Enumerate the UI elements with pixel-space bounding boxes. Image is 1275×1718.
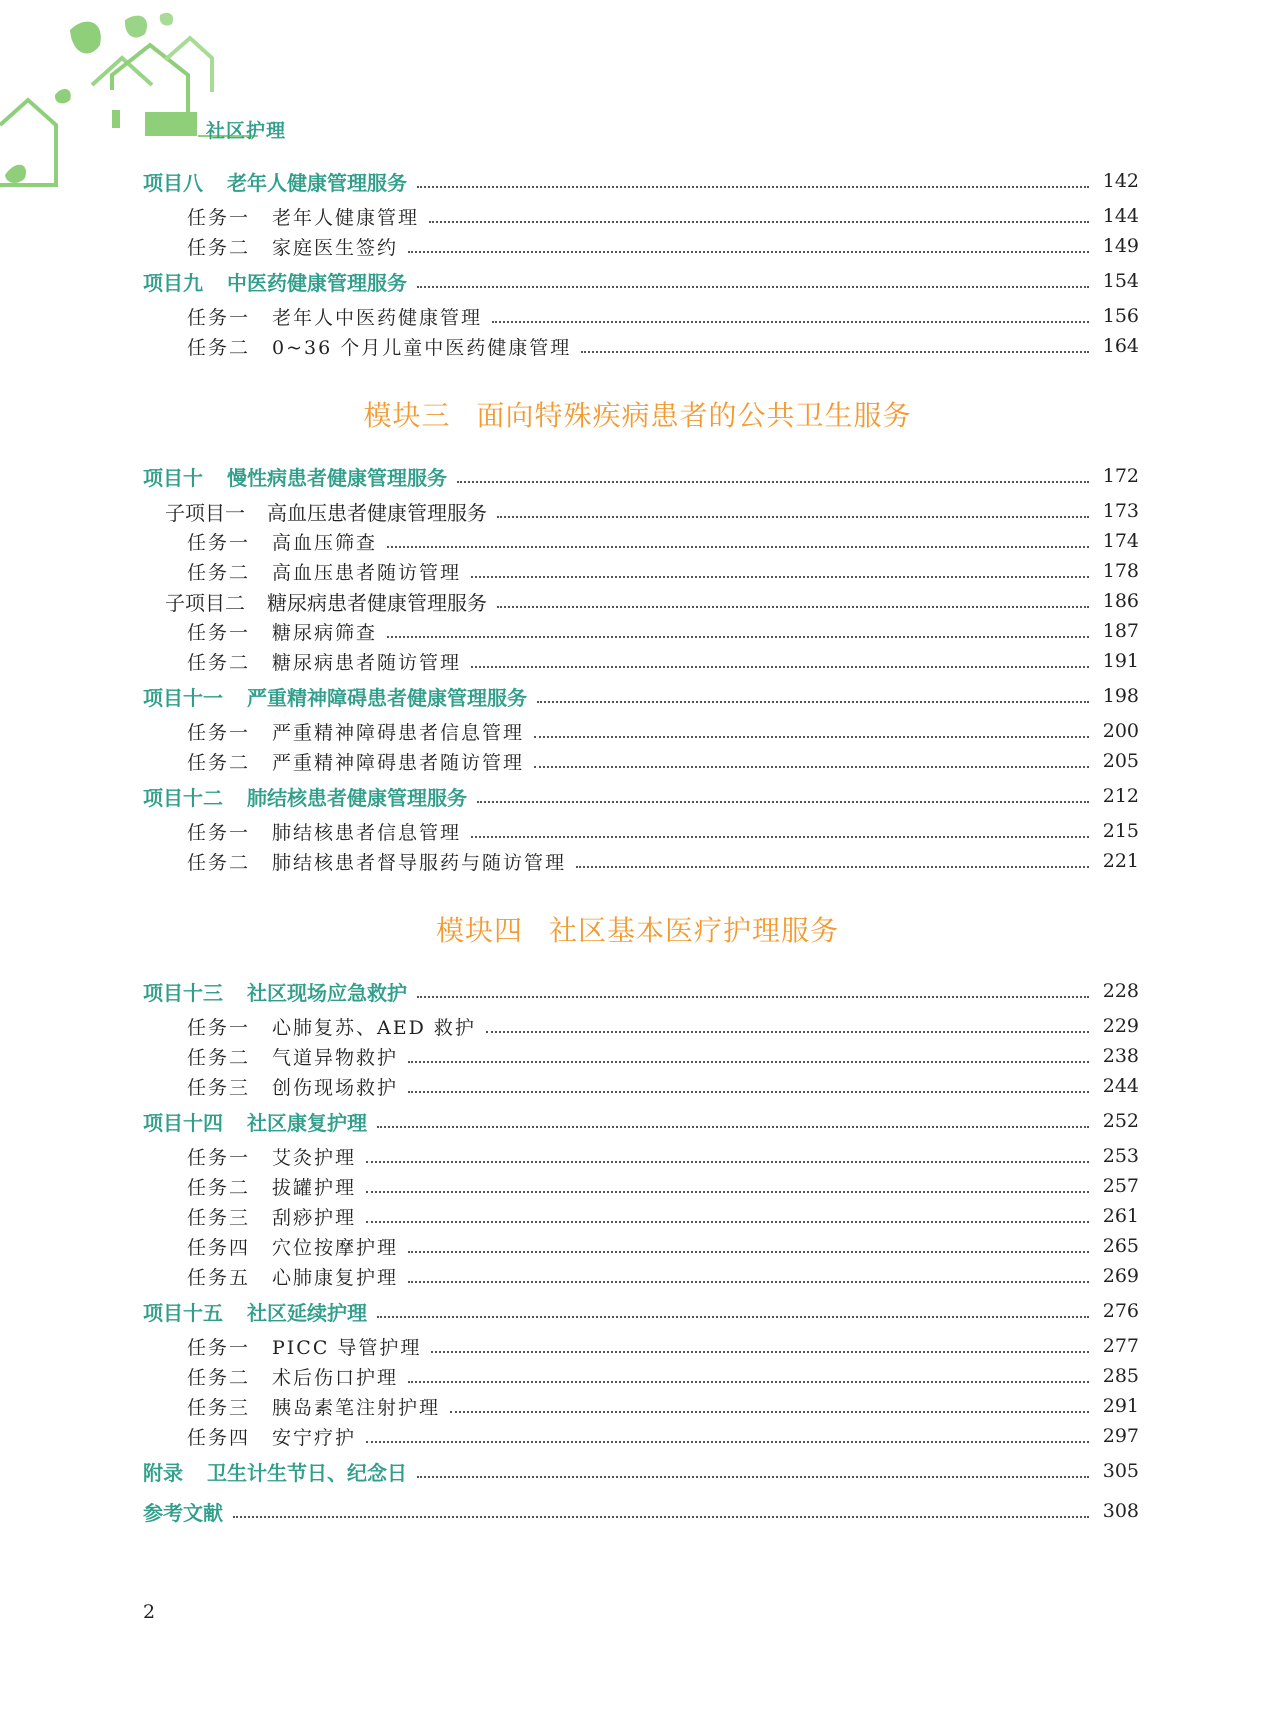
entry-title: 糖尿病筛查 [272, 621, 378, 644]
leaf-icon [70, 22, 101, 54]
dot-leader [576, 866, 1089, 868]
entry-number: 任务三 [187, 1206, 251, 1229]
entry-label [187, 848, 566, 875]
entry-title: 严重精神障碍患者信息管理 [272, 721, 525, 744]
toc-project-entry[interactable] [0, 681, 1275, 711]
entry-number: 任务一 [187, 1336, 251, 1359]
entry-number: 任务二 [187, 1366, 251, 1389]
entry-page-number: 265 [1102, 1235, 1139, 1257]
entry-label [187, 1393, 440, 1420]
entry-number: 项目十 [143, 465, 203, 490]
entry-label [187, 818, 461, 845]
toc-task-entry[interactable] [0, 616, 1275, 646]
dot-leader [417, 1476, 1089, 1478]
entry-number: 任务一 [187, 1146, 251, 1169]
toc-task-entry[interactable] [0, 331, 1275, 361]
entry-title: 慢性病患者健康管理服务 [227, 465, 447, 490]
entry-label [143, 1497, 223, 1526]
entry-label [187, 1073, 398, 1100]
dot-leader [471, 666, 1089, 668]
entry-title: 肺结核患者督导服药与随访管理 [272, 851, 567, 874]
toc-task-entry[interactable] [0, 1261, 1275, 1291]
entry-label [187, 233, 398, 260]
entry-number: 任务一 [187, 206, 251, 229]
entry-page-number: 198 [1102, 685, 1139, 707]
entry-label [165, 587, 487, 616]
entry-label [143, 1457, 407, 1486]
entry-label [187, 748, 524, 775]
entry-number: 任务一 [187, 621, 251, 644]
entry-number: 任务二 [187, 1046, 251, 1069]
toc-task-entry[interactable] [0, 231, 1275, 261]
entry-page-number: 215 [1102, 820, 1139, 842]
toc-task-entry[interactable] [0, 816, 1275, 846]
entry-number: 任务二 [187, 1176, 251, 1199]
entry-title: 气道异物救护 [272, 1046, 399, 1069]
entry-page-number: 174 [1102, 530, 1139, 552]
toc-task-entry[interactable] [0, 201, 1275, 231]
toc-subproject-entry[interactable] [0, 586, 1275, 616]
toc-task-entry[interactable] [0, 846, 1275, 876]
toc-task-entry[interactable] [0, 1201, 1275, 1231]
entry-title: PICC 导管护理 [272, 1336, 422, 1359]
entry-title: 肺结核患者健康管理服务 [247, 785, 467, 810]
entry-page-number: 173 [1102, 500, 1139, 522]
entry-number: 任务三 [187, 1076, 251, 1099]
entry-title: 拔罐护理 [272, 1176, 357, 1199]
module-number: 模块三 [363, 399, 451, 432]
entry-label [187, 1043, 398, 1070]
toc-project-entry[interactable] [0, 976, 1275, 1006]
entry-title: 社区现场应急救护 [247, 980, 407, 1005]
entry-page-number: 244 [1102, 1075, 1139, 1097]
toc-task-entry[interactable] [0, 1421, 1275, 1451]
entry-label [143, 782, 467, 811]
module-heading [0, 394, 1275, 434]
dot-leader [377, 1316, 1089, 1318]
entry-number: 项目十五 [143, 1300, 223, 1325]
entry-title: 糖尿病患者随访管理 [272, 651, 462, 674]
toc-project-entry[interactable] [0, 1496, 1275, 1526]
entry-page-number: 149 [1102, 235, 1139, 257]
dot-leader [387, 636, 1089, 638]
entry-title: 肺结核患者信息管理 [272, 821, 462, 844]
entry-page-number: 257 [1102, 1175, 1139, 1197]
entry-page-number: 186 [1102, 590, 1139, 612]
entry-number: 任务二 [187, 236, 251, 259]
entry-title: 严重精神障碍患者随访管理 [272, 751, 525, 774]
toc-task-entry[interactable] [0, 301, 1275, 331]
entry-label [143, 977, 407, 1006]
entry-number: 任务一 [187, 306, 251, 329]
entry-title: 高血压筛查 [272, 531, 378, 554]
dot-leader [366, 1441, 1089, 1443]
page-number: 2 [143, 1601, 156, 1623]
dot-leader [408, 1251, 1089, 1253]
entry-label [143, 267, 407, 296]
dot-leader [497, 606, 1089, 608]
entry-page-number: 191 [1102, 650, 1139, 672]
entry-label [187, 1203, 356, 1230]
entry-page-number: 269 [1102, 1265, 1139, 1287]
dot-leader [450, 1411, 1089, 1413]
entry-page-number: 205 [1102, 750, 1139, 772]
dot-leader [534, 766, 1089, 768]
toc-project-entry[interactable] [0, 1456, 1275, 1486]
dot-leader [366, 1221, 1089, 1223]
entry-label [187, 558, 461, 585]
entry-number: 任务四 [187, 1426, 251, 1449]
toc-task-entry[interactable] [0, 1141, 1275, 1171]
toc-project-entry[interactable] [0, 461, 1275, 491]
entry-label [187, 1143, 356, 1170]
entry-label [187, 1333, 421, 1360]
entry-title: 严重精神障碍患者健康管理服务 [247, 685, 527, 710]
entry-page-number: 172 [1102, 465, 1139, 487]
entry-title: 安宁疗护 [272, 1426, 357, 1449]
entry-label [187, 1423, 356, 1450]
dot-leader [492, 321, 1089, 323]
entry-title: 老年人中医药健康管理 [272, 306, 483, 329]
entry-page-number: 277 [1102, 1335, 1139, 1357]
dot-leader [408, 1091, 1089, 1093]
dot-leader [534, 736, 1089, 738]
entry-title: 糖尿病患者健康管理服务 [267, 590, 487, 615]
entry-label [187, 718, 524, 745]
entry-title: 胰岛素笔注射护理 [272, 1396, 441, 1419]
entry-number: 子项目二 [165, 590, 245, 615]
toc-project-entry[interactable] [0, 1296, 1275, 1326]
entry-page-number: 178 [1102, 560, 1139, 582]
entry-page-number: 142 [1102, 170, 1139, 192]
entry-title: 中医药健康管理服务 [227, 270, 407, 295]
entry-title: 高血压患者健康管理服务 [267, 500, 487, 525]
toc-subproject-entry[interactable] [0, 496, 1275, 526]
toc-task-entry[interactable] [0, 746, 1275, 776]
dot-leader [537, 701, 1089, 703]
book-title: 社区护理 [206, 120, 287, 142]
entry-page-number: 187 [1102, 620, 1139, 642]
entry-title: 社区康复护理 [247, 1110, 367, 1135]
entry-number: 附录 [143, 1460, 183, 1485]
entry-page-number: 212 [1102, 785, 1139, 807]
dot-leader [581, 351, 1089, 353]
entry-title: 艾灸护理 [272, 1146, 357, 1169]
entry-number: 任务一 [187, 721, 251, 744]
entry-number: 项目九 [143, 270, 203, 295]
dot-leader [387, 546, 1089, 548]
entry-title: 创伤现场救护 [272, 1076, 399, 1099]
dot-leader [366, 1191, 1089, 1193]
entry-page-number: 164 [1102, 335, 1139, 357]
entry-label [143, 682, 527, 711]
toc-task-entry[interactable] [0, 526, 1275, 556]
entry-page-number: 229 [1102, 1015, 1139, 1037]
entry-title: 心肺复苏、AED 救护 [272, 1016, 476, 1039]
entry-number: 任务二 [187, 651, 251, 674]
entry-label [187, 528, 377, 555]
entry-page-number: 238 [1102, 1045, 1139, 1067]
entry-page-number: 228 [1102, 980, 1139, 1002]
entry-title: 穴位按摩护理 [272, 1236, 399, 1259]
entry-label [187, 1263, 398, 1290]
entry-page-number: 285 [1102, 1365, 1139, 1387]
dot-leader [408, 1381, 1089, 1383]
dot-leader [417, 286, 1089, 288]
entry-page-number: 252 [1102, 1110, 1139, 1132]
toc-project-entry[interactable] [0, 781, 1275, 811]
dot-leader [366, 1161, 1089, 1163]
dot-leader [497, 516, 1089, 518]
entry-label [187, 1233, 398, 1260]
entry-number: 任务一 [187, 531, 251, 554]
toc-task-entry[interactable] [0, 1071, 1275, 1101]
entry-title: 家庭医生签约 [272, 236, 399, 259]
entry-title: 高血压患者随访管理 [272, 561, 462, 584]
entry-page-number: 297 [1102, 1425, 1139, 1447]
entry-title: 心肺康复护理 [272, 1266, 399, 1289]
entry-title: 卫生计生节日、纪念日 [207, 1460, 407, 1485]
toc-project-entry[interactable] [0, 266, 1275, 296]
entry-label [143, 1107, 367, 1136]
entry-number: 任务二 [187, 561, 251, 584]
entry-title: 老年人健康管理服务 [227, 170, 407, 195]
entry-page-number: 291 [1102, 1395, 1139, 1417]
entry-page-number: 305 [1102, 1460, 1139, 1482]
toc-task-entry[interactable] [0, 1361, 1275, 1391]
entry-label [187, 1363, 398, 1390]
entry-page-number: 156 [1102, 305, 1139, 327]
dot-leader [233, 1516, 1089, 1518]
toc-task-entry[interactable] [0, 646, 1275, 676]
entry-title: 老年人健康管理 [272, 206, 420, 229]
entry-number: 参考文献 [143, 1500, 223, 1525]
dot-leader [429, 221, 1089, 223]
entry-page-number: 221 [1102, 850, 1139, 872]
module-number: 模块四 [435, 914, 523, 947]
dot-leader [408, 1281, 1089, 1283]
entry-label [187, 648, 461, 675]
entry-number: 项目八 [143, 170, 203, 195]
entry-label [143, 1297, 367, 1326]
entry-page-number: 154 [1102, 270, 1139, 292]
entry-page-number: 308 [1102, 1500, 1139, 1522]
entry-page-number: 276 [1102, 1300, 1139, 1322]
entry-label [187, 303, 482, 330]
entry-number: 子项目一 [165, 500, 245, 525]
dot-leader [408, 251, 1089, 253]
entry-number: 项目十一 [143, 685, 223, 710]
dot-leader [471, 576, 1089, 578]
module-title: 社区基本医疗护理服务 [549, 914, 840, 947]
module-heading [0, 909, 1275, 949]
entry-number: 任务二 [187, 851, 251, 874]
entry-number: 任务五 [187, 1266, 251, 1289]
toc-task-entry[interactable] [0, 1041, 1275, 1071]
header-bar [145, 112, 197, 136]
entry-label [187, 1173, 356, 1200]
dot-leader [471, 836, 1089, 838]
entry-number: 任务二 [187, 336, 251, 359]
entry-label [187, 203, 419, 230]
entry-number: 项目十三 [143, 980, 223, 1005]
entry-number: 项目十二 [143, 785, 223, 810]
entry-page-number: 253 [1102, 1145, 1139, 1167]
entry-label [187, 618, 377, 645]
dot-leader [408, 1061, 1089, 1063]
toc-task-entry[interactable] [0, 556, 1275, 586]
entry-page-number: 200 [1102, 720, 1139, 742]
entry-title: 术后伤口护理 [272, 1366, 399, 1389]
entry-label [143, 167, 407, 196]
entry-label [143, 462, 447, 491]
dot-leader [417, 186, 1089, 188]
dot-leader [417, 996, 1089, 998]
toc-project-entry[interactable] [0, 166, 1275, 196]
toc-project-entry[interactable] [0, 1106, 1275, 1136]
toc-task-entry[interactable] [0, 1331, 1275, 1361]
dot-leader [486, 1031, 1089, 1033]
entry-number: 项目十四 [143, 1110, 223, 1135]
entry-label [187, 1013, 476, 1040]
entry-title: 0~36 个月儿童中医药健康管理 [272, 336, 572, 359]
entry-title: 刮痧护理 [272, 1206, 357, 1229]
dot-leader [477, 801, 1089, 803]
toc-task-entry[interactable] [0, 1231, 1275, 1261]
toc-task-entry[interactable] [0, 1011, 1275, 1041]
dot-leader [457, 481, 1089, 483]
entry-number: 任务四 [187, 1236, 251, 1259]
toc-task-entry[interactable] [0, 1171, 1275, 1201]
toc-task-entry[interactable] [0, 1391, 1275, 1421]
entry-number: 任务一 [187, 1016, 251, 1039]
toc-task-entry[interactable] [0, 716, 1275, 746]
entry-number: 任务一 [187, 821, 251, 844]
entry-title: 社区延续护理 [247, 1300, 367, 1325]
dot-leader [431, 1351, 1089, 1353]
dot-leader [377, 1126, 1089, 1128]
module-title: 面向特殊疾病患者的公共卫生服务 [476, 399, 912, 432]
entry-label [165, 497, 487, 526]
entry-number: 任务二 [187, 751, 251, 774]
entry-label [187, 333, 571, 360]
entry-page-number: 261 [1102, 1205, 1139, 1227]
entry-number: 任务三 [187, 1396, 251, 1419]
entry-page-number: 144 [1102, 205, 1139, 227]
